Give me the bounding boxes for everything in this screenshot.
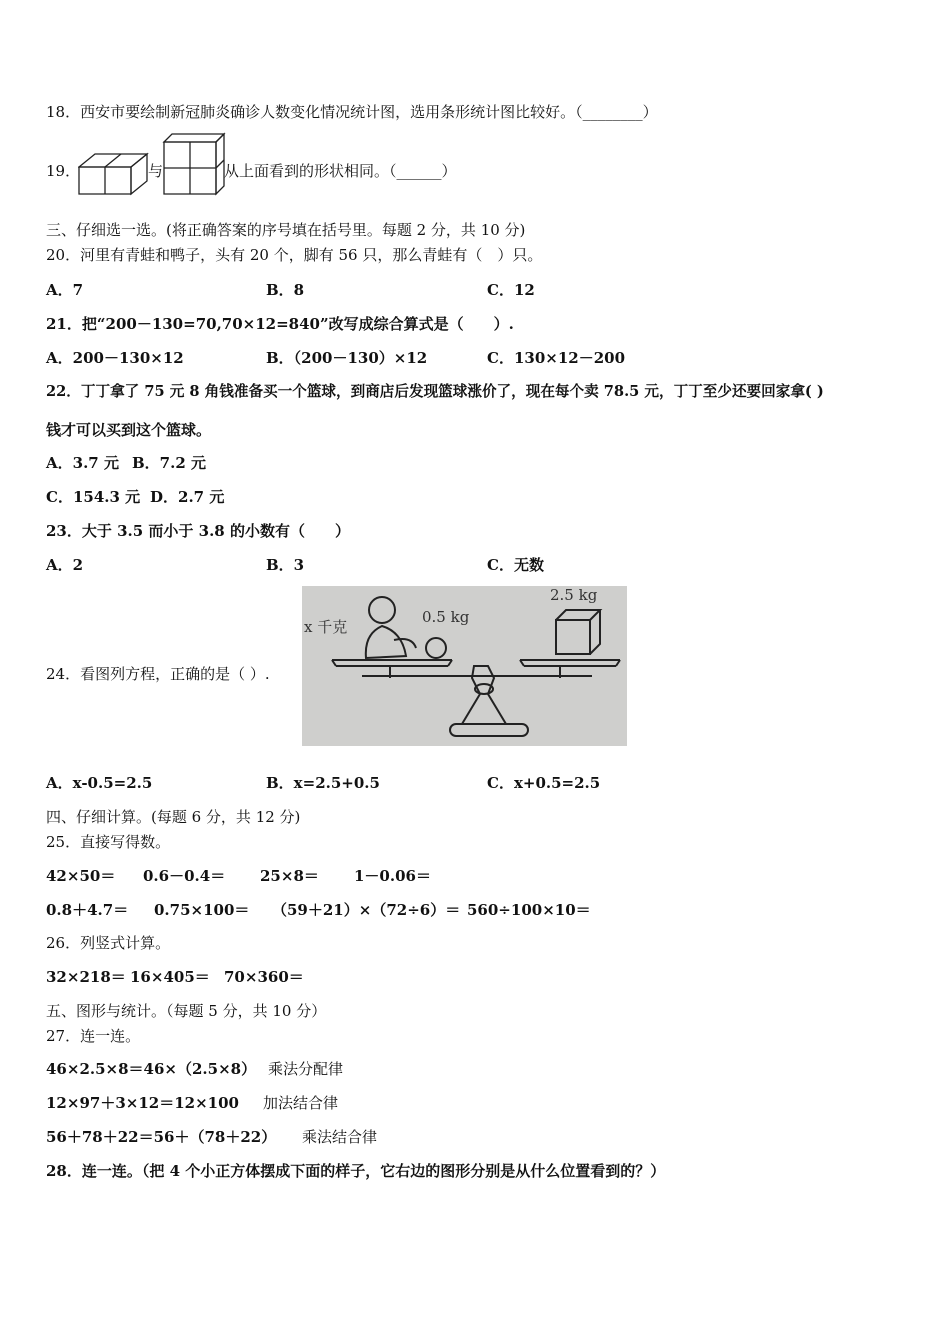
q23-option-b[interactable]: B．3 (266, 556, 305, 574)
q22-option-a[interactable]: A．3.7 元 (46, 454, 119, 472)
q22-option-d[interactable]: D．2.7 元 (150, 488, 225, 506)
q27-left-2[interactable]: 12×97＋3×12＝12×100 (46, 1094, 239, 1112)
question-21: 21．把“200－130=70,70×12=840”改写成综合算式是（ ）. (46, 315, 514, 333)
q27-right-1[interactable]: 乘法分配律 (268, 1060, 344, 1078)
cube-figure-b (160, 132, 226, 196)
question-22-line1: 22．丁丁拿了 75 元 8 角钱准备买一个篮球，到商店后发现篮球涨价了，现在每个卖 78.5 元，丁丁至少还要回家拿( ) (46, 383, 824, 400)
balance-scale-figure (302, 586, 627, 746)
q25-item: 0.6－0.4＝ (143, 867, 226, 885)
q27-right-3[interactable]: 乘法结合律 (302, 1128, 378, 1146)
q22-option-c[interactable]: C．154.3 元 (46, 488, 141, 506)
section-5-title: 五、图形与统计。（每题 5 分，共 10 分） (46, 1002, 327, 1020)
q27-right-2[interactable]: 加法结合律 (263, 1094, 339, 1112)
label-box-weight: 2.5 kg (550, 586, 598, 604)
q25-item: 0.75×100＝ (154, 901, 250, 919)
label-ball-weight: 0.5 kg (422, 608, 470, 626)
q25-item: 1－0.06＝ (354, 867, 431, 885)
q27-left-3[interactable]: 56＋78＋22＝56＋（78＋22） (46, 1128, 277, 1146)
question-19-number: 19． (46, 162, 81, 180)
q20-option-b[interactable]: B．8 (266, 281, 305, 299)
question-26: 26．列竖式计算。 (46, 934, 171, 952)
cube-figure-a (78, 152, 150, 196)
question-25: 25．直接写得数。 (46, 833, 171, 851)
q24-option-b[interactable]: B．x=2.5+0.5 (266, 774, 380, 792)
q24-option-a[interactable]: A．x-0.5=2.5 (46, 774, 153, 792)
label-x-kg: x 千克 (304, 618, 348, 636)
q26-item: 70×360＝ (224, 968, 304, 986)
question-19-with: 与 (148, 162, 164, 180)
q25-item: 42×50＝ (46, 867, 116, 885)
q25-item: 560÷100×10＝ (467, 901, 591, 919)
question-18: 18．西安市要绘制新冠肺炎确诊人数变化情况统计图，选用条形统计图比较好。（________） (46, 103, 658, 121)
q21-option-a[interactable]: A．200－130×12 (46, 349, 184, 367)
q20-option-c[interactable]: C．12 (487, 281, 535, 299)
section-4-title: 四、仔细计算。(每题 6 分，共 12 分) (46, 808, 301, 826)
q24-option-c[interactable]: C．x+0.5=2.5 (487, 774, 601, 792)
q26-item: 32×218＝ (46, 968, 126, 986)
question-27: 27．连一连。 (46, 1027, 141, 1045)
question-20: 20．河里有青蛙和鸭子，头有 20 个，脚有 56 只，那么青蛙有（ ）只。 (46, 246, 543, 264)
q26-item: 16×405＝ (130, 968, 210, 986)
q25-item: 0.8＋4.7＝ (46, 901, 129, 919)
section-3-title: 三、仔细选一选。(将正确答案的序号填在括号里。每题 2 分，共 10 分) (46, 221, 526, 239)
q23-option-c[interactable]: C．无数 (487, 556, 544, 574)
q23-option-a[interactable]: A．2 (46, 556, 84, 574)
q27-left-1[interactable]: 46×2.5×8＝46×（2.5×8） (46, 1060, 257, 1078)
question-23: 23．大于 3.5 而小于 3.8 的小数有（ ） (46, 522, 350, 540)
question-28: 28．连一连。（把 4 个小正方体摆成下面的样子，它右边的图形分别是从什么位置看到的？） (46, 1162, 666, 1180)
q20-option-a[interactable]: A．7 (46, 281, 84, 299)
question-19-text: 从上面看到的形状相同。（______） (224, 162, 457, 180)
q25-item: 25×8＝ (260, 867, 319, 885)
q25-item: （59＋21）×（72÷6）＝ (272, 901, 461, 919)
q22-option-b[interactable]: B．7.2 元 (132, 454, 206, 472)
q21-option-c[interactable]: C．130×12－200 (487, 349, 626, 367)
q21-option-b[interactable]: B．（200－130）×12 (266, 349, 428, 367)
question-24: 24．看图列方程，正确的是（ ）. (46, 665, 270, 683)
question-22-line2: 钱才可以买到这个篮球。 (46, 421, 212, 439)
